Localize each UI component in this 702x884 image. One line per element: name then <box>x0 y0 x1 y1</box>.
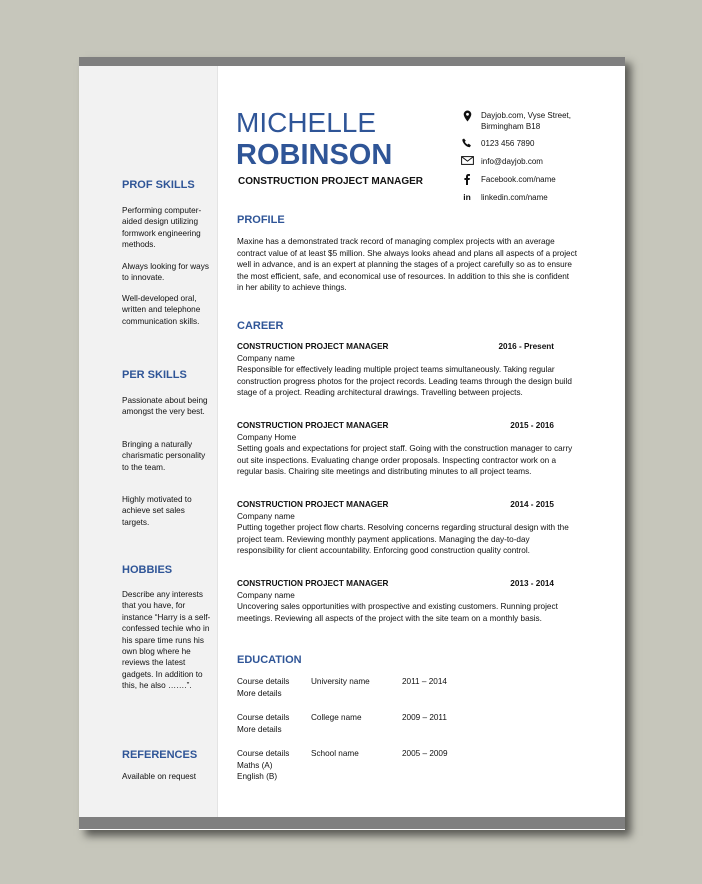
last-name: ROBINSON <box>236 139 393 171</box>
facebook-icon <box>459 174 475 186</box>
education-heading: EDUCATION <box>237 654 302 666</box>
career-entry <box>237 578 617 624</box>
references-text: Available on request <box>122 772 197 781</box>
hobbies-text: Describe any interests that you have, for instance “Harry is a self-confessed techie who in his spare time runs his own blog where he reviews the latest gadgets. In addition to this, he also …….”. <box>122 590 211 691</box>
job-entry-dates: 2014 - 2015 <box>510 500 554 509</box>
prof-skills-heading: PROF SKILLS <box>122 179 195 191</box>
course-more: More details <box>237 724 282 734</box>
job-title: CONSTRUCTION PROJECT MANAGER <box>238 176 424 187</box>
profile-heading: PROFILE <box>237 214 285 226</box>
top-bar <box>79 57 625 66</box>
education-entry <box>237 712 537 736</box>
education-dates: 2009 – 2011 <box>402 713 447 722</box>
phone-icon <box>459 138 475 150</box>
prof-skill-item: Always looking for ways to innovate. <box>122 262 209 283</box>
job-entry-company: Company name <box>237 590 295 600</box>
email-icon <box>459 156 475 168</box>
facebook-text[interactable]: Facebook.com/name <box>481 175 556 184</box>
school-name: College name <box>311 713 362 722</box>
course-more: Maths (A) <box>237 760 273 770</box>
course-details: Course details <box>237 749 290 758</box>
course-more: English (B) <box>237 772 278 781</box>
school-name: University name <box>311 677 370 686</box>
email-text[interactable]: info@dayjob.com <box>481 157 543 166</box>
job-entry-description: Putting together project flow charts. Resolving concerns regarding structural design with the project team. Reviewing monthly payment applications. Managing the day-to-day responsibility for client accountability. Enforcing good construction quality control. <box>237 523 569 555</box>
contact-linkedin <box>459 192 581 204</box>
job-entry-title: CONSTRUCTION PROJECT MANAGER <box>237 342 389 351</box>
contact-address <box>459 110 581 132</box>
course-more: More details <box>237 688 282 698</box>
job-entry-dates: 2016 - Present <box>498 342 554 351</box>
job-entry-title: CONSTRUCTION PROJECT MANAGER <box>237 500 389 509</box>
address-line2: Birmingham B18 <box>481 122 541 131</box>
location-pin-icon <box>459 110 475 122</box>
profile-text: Maxine has a demonstrated track record of managing complex projects with an average contract value of at least $5 million. She always looks ahead and plans all aspects of a project well in advance, and is an expert at planning the stages of a project carefully so as to ensure the most efficient, safe, and economical use of resources. In addition to this she is confident in her ability to achieve things. <box>237 237 577 292</box>
references-heading: REFERENCES <box>122 749 198 761</box>
education-dates: 2011 – 2014 <box>402 677 447 686</box>
career-heading: CAREER <box>237 320 284 332</box>
bottom-bar <box>79 817 625 829</box>
job-entry-description: Responsible for effectively leading multiple project teams simultaneously. Taking regular construction progress photos for the project records. Leading teams through the design build stage of a project. Reading architectural drawings. Travelling between projects. <box>237 365 572 397</box>
career-entry <box>237 420 617 478</box>
phone-text: 0123 456 7890 <box>481 139 535 148</box>
per-skills-heading: PER SKILLS <box>122 369 187 381</box>
course-details: Course details <box>237 713 290 722</box>
sidebar-divider <box>217 66 218 817</box>
contact-email <box>459 156 581 168</box>
course-details: Course details <box>237 677 290 686</box>
cv-page <box>79 57 625 830</box>
education-dates: 2005 – 2009 <box>402 749 448 758</box>
prof-skill-item: Performing computer-aided design utilizing formwork engineering methods. <box>122 206 202 250</box>
contact-phone <box>459 138 581 150</box>
job-entry-dates: 2015 - 2016 <box>510 421 554 430</box>
career-entry <box>237 499 617 557</box>
job-entry-company: Company Home <box>237 432 297 442</box>
address-line1: Dayjob.com, Vyse Street, <box>481 111 571 120</box>
job-entry-company: Company name <box>237 353 295 363</box>
linkedin-text[interactable]: linkedin.com/name <box>481 193 548 202</box>
career-entry <box>237 341 617 399</box>
job-entry-title: CONSTRUCTION PROJECT MANAGER <box>237 421 389 430</box>
per-skill-item: Bringing a naturally charismatic personality to the team. <box>122 440 206 472</box>
school-name: School name <box>311 749 359 758</box>
job-entry-company: Company name <box>237 511 295 521</box>
job-entry-dates: 2013 - 2014 <box>510 579 554 588</box>
prof-skill-item: Well-developed oral, written and telephone communication skills. <box>122 294 201 326</box>
job-entry-title: CONSTRUCTION PROJECT MANAGER <box>237 579 389 588</box>
education-entry <box>237 676 537 700</box>
first-name: MICHELLE <box>236 107 377 138</box>
per-skill-item: Passionate about being amongst the very best. <box>122 396 208 417</box>
education-entry <box>237 748 537 784</box>
per-skill-item: Highly motivated to achieve set sales targets. <box>122 495 192 527</box>
job-entry-description: Uncovering sales opportunities with prospective and existing customers. Running project meetings. Reviewing all aspects of the project with the site team on a monthly basis. <box>237 602 558 623</box>
linkedin-icon: in <box>463 192 471 202</box>
job-entry-description: Setting goals and expectations for project staff. Going with the construction manager to carry out site inspections. Evaluating change order proposals. Inspecting contractor work on a regular basis. Chairing site meetings and distributing minutes to all project teams. <box>237 444 573 476</box>
hobbies-heading: HOBBIES <box>122 564 173 576</box>
contact-facebook <box>459 174 581 186</box>
